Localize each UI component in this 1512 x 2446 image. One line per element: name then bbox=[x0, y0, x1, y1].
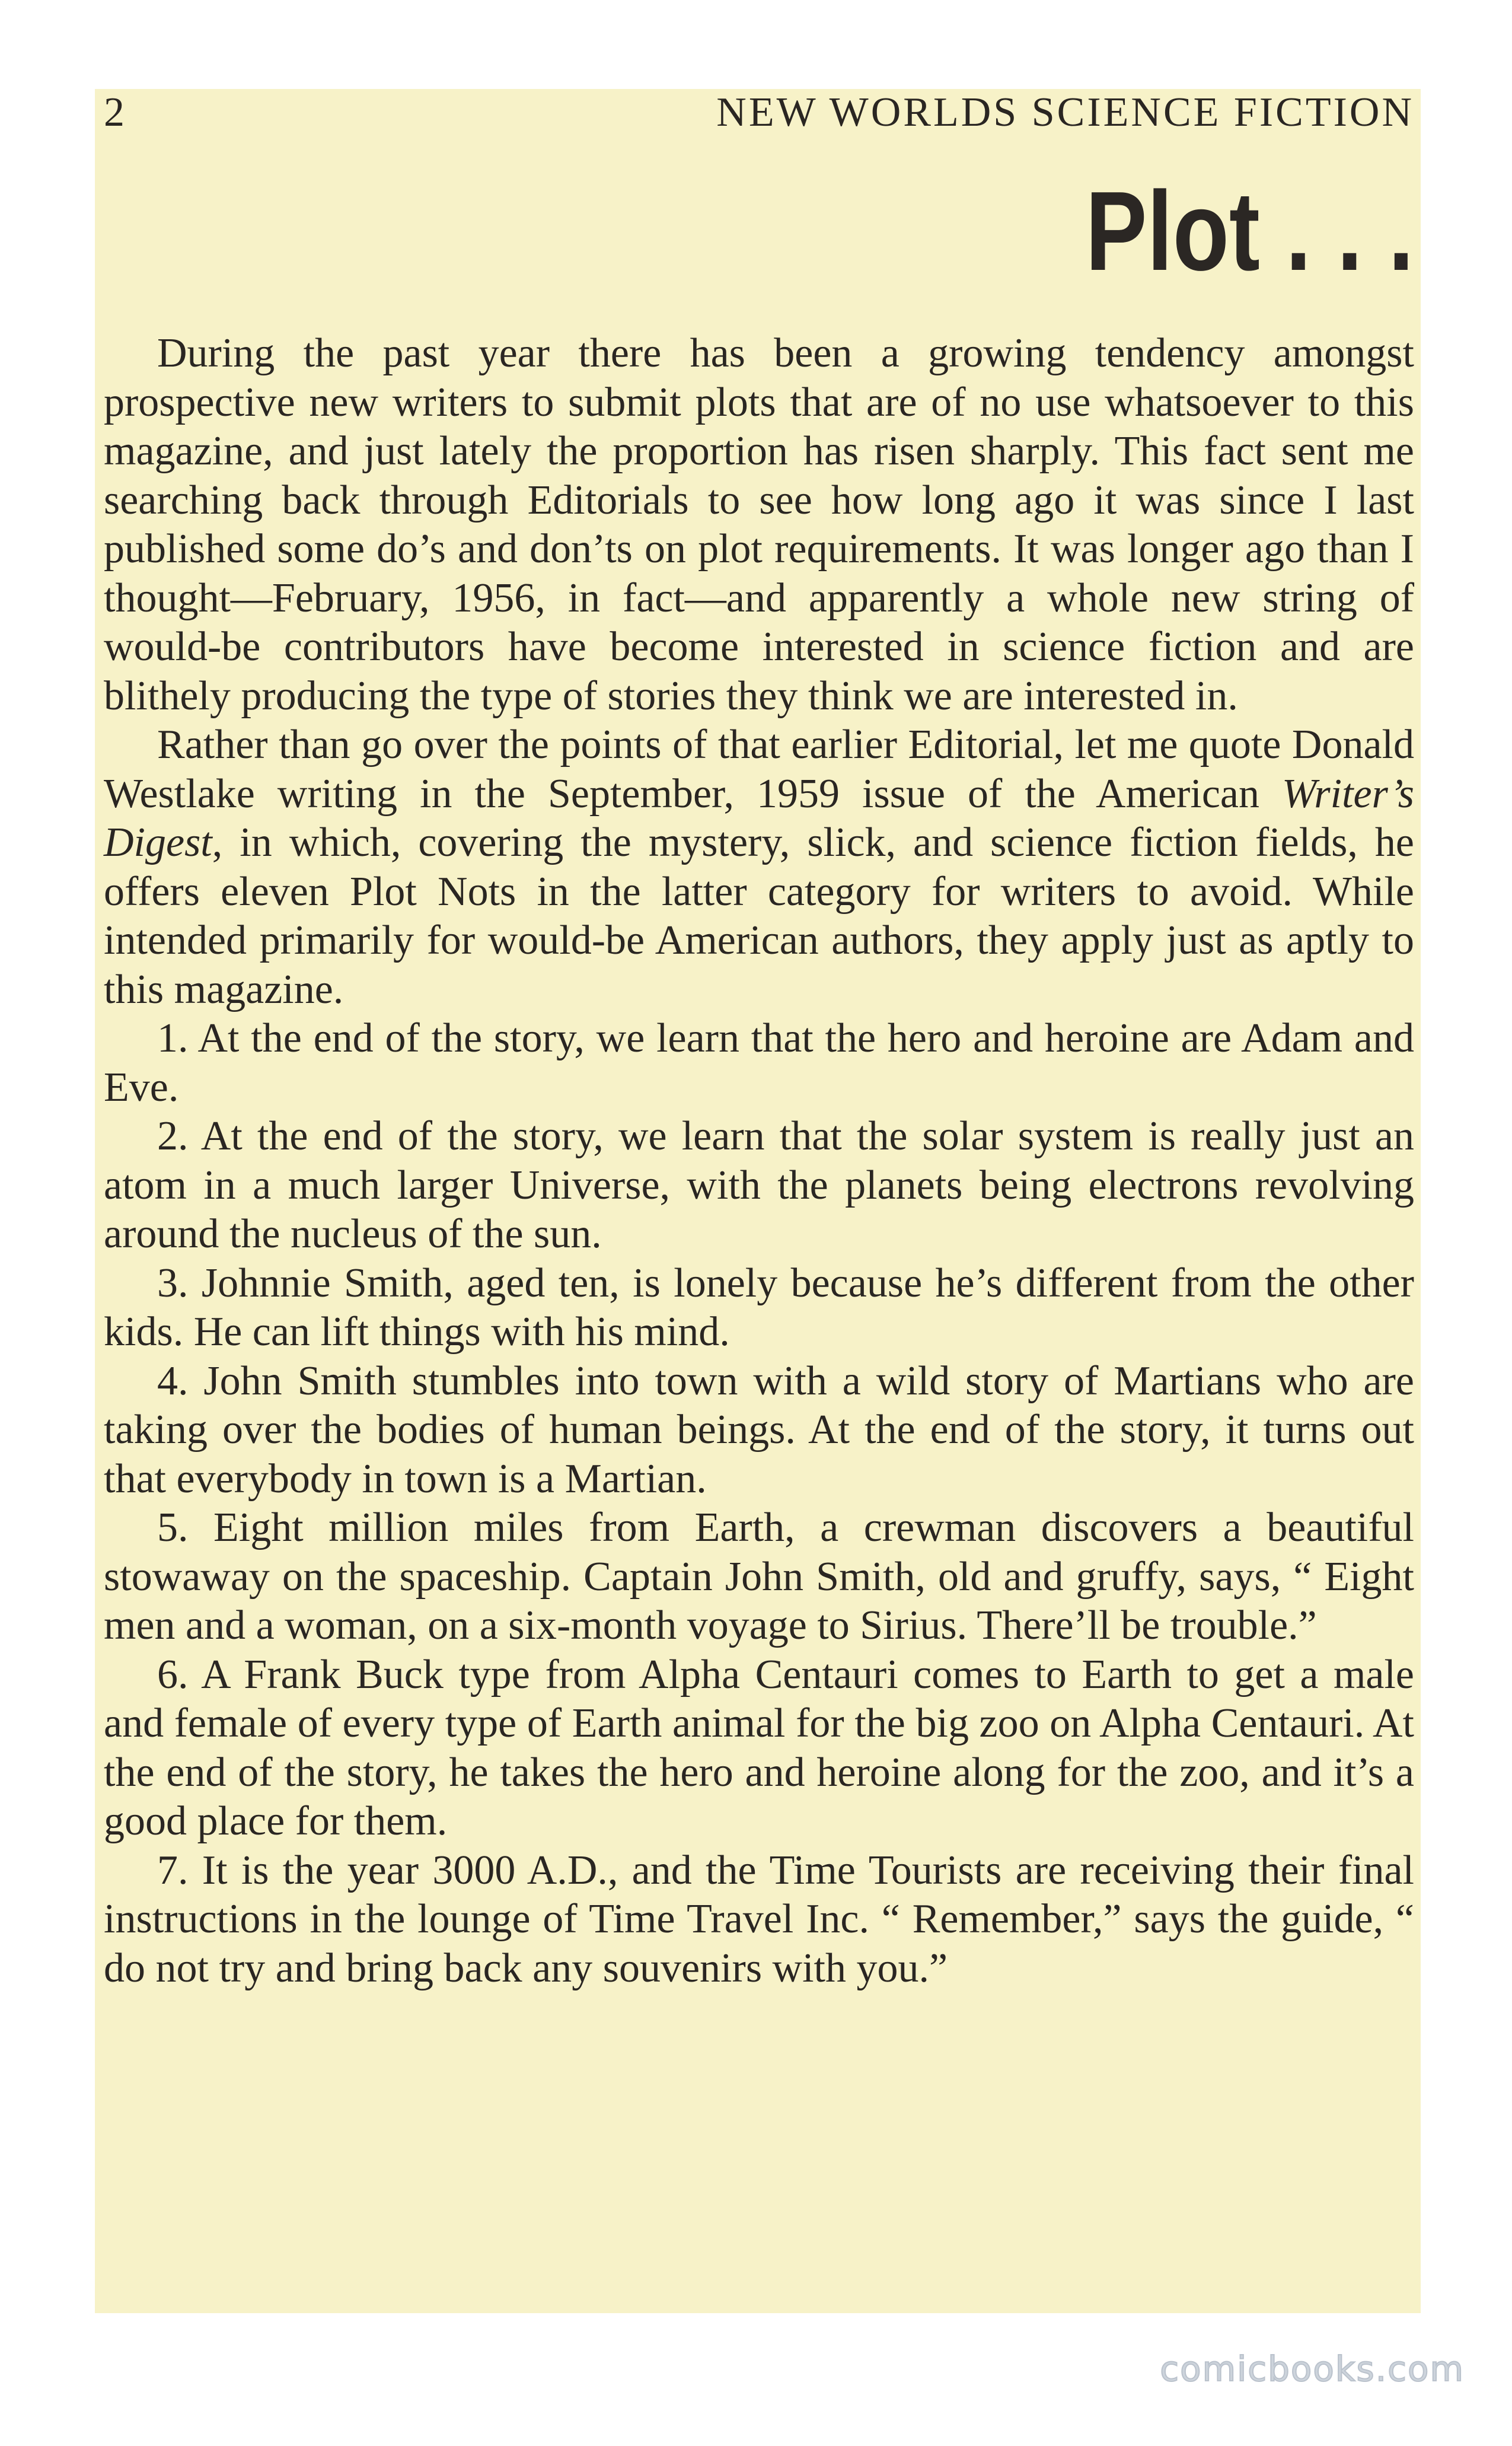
plot-not-item-6: 6. A Frank Buck type from Alpha Centauri comes to Earth to get a male and female of every type of Earth animal for the big zoo on Alpha Centauri. At the end of the story, he takes the hero and heroine along for the zoo, and it’s a good place for them. bbox=[104, 1651, 1414, 1844]
editorial-headline: Plot . . . bbox=[1086, 168, 1414, 294]
plot-not-item-2: 2. At the end of the story, we learn that the solar system is really just an atom in a much larger Universe, with the planets being electrons revolving around the nucleus of the sun. bbox=[104, 1113, 1414, 1257]
page-number: 2 bbox=[104, 90, 126, 135]
magazine-title: NEW WORLDS SCIENCE FICTION bbox=[716, 90, 1414, 135]
site-watermark: comicbooks.com bbox=[1160, 2349, 1465, 2389]
plot-not-item-3: 3. Johnnie Smith, aged ten, is lonely because he’s different from the other kids. He can lift things with his mind. bbox=[104, 1260, 1414, 1355]
paragraph-quote-intro-end: , in which, covering the mystery, slick, and science fiction fields, he offers eleven Plot Nots in the latter category for writers to avoid. While intended primarily for would-be American authors, they apply just as aptly to this magazine. bbox=[104, 820, 1414, 1012]
plot-not-item-7: 7. It is the year 3000 A.D., and the Time Tourists are receiving their final instructions in the lounge of Time Travel Inc. “ Remember,” says the guide, “ do not try and bring back any souvenirs with you.” bbox=[104, 1847, 1414, 1991]
running-head bbox=[104, 89, 1414, 136]
paragraph-intro: During the past year there has been a growing tendency amongst prospective new writers to submit plots that are of no use whatsoever to this magazine, and just lately the proportion has risen sharply. This fact sent me searching back through Editorials to see how long ago it was since I last published some do’s and don’ts on plot requirements. It was longer ago than I thought—February, 1956, in fact—and apparently a whole new string of would-be contributors have become interested in science fiction and are blithely producing the type of stories they think we are interested in. bbox=[104, 330, 1414, 719]
plot-not-item-5: 5. Eight million miles from Earth, a crewman discovers a beautiful stowaway on the spaceship. Captain John Smith, old and gruffy, says, “ Eight men and a woman, on a six-month voyage to Sirius. There’ll be trouble.” bbox=[104, 1505, 1414, 1648]
paragraph-quote-intro-start: Rather than go over the points of that earlier Editorial, let me quote Donald Westlake writing in the September, 1959 issue of the American bbox=[104, 722, 1414, 817]
plot-not-item-4: 4. John Smith stumbles into town with a wild story of Martians who are taking over the bodies of human beings. At the end of the story, it turns out that everybody in town is a Martian. bbox=[104, 1358, 1414, 1502]
paragraph-quote-intro bbox=[104, 721, 1414, 1014]
publication-title: Writer’s Digest bbox=[104, 770, 1414, 865]
plot-not-item-1: 1. At the end of the story, we learn that the hero and heroine are Adam and Eve. bbox=[104, 1015, 1414, 1110]
magazine-page bbox=[104, 89, 1414, 2355]
editorial-body bbox=[104, 329, 1414, 1993]
